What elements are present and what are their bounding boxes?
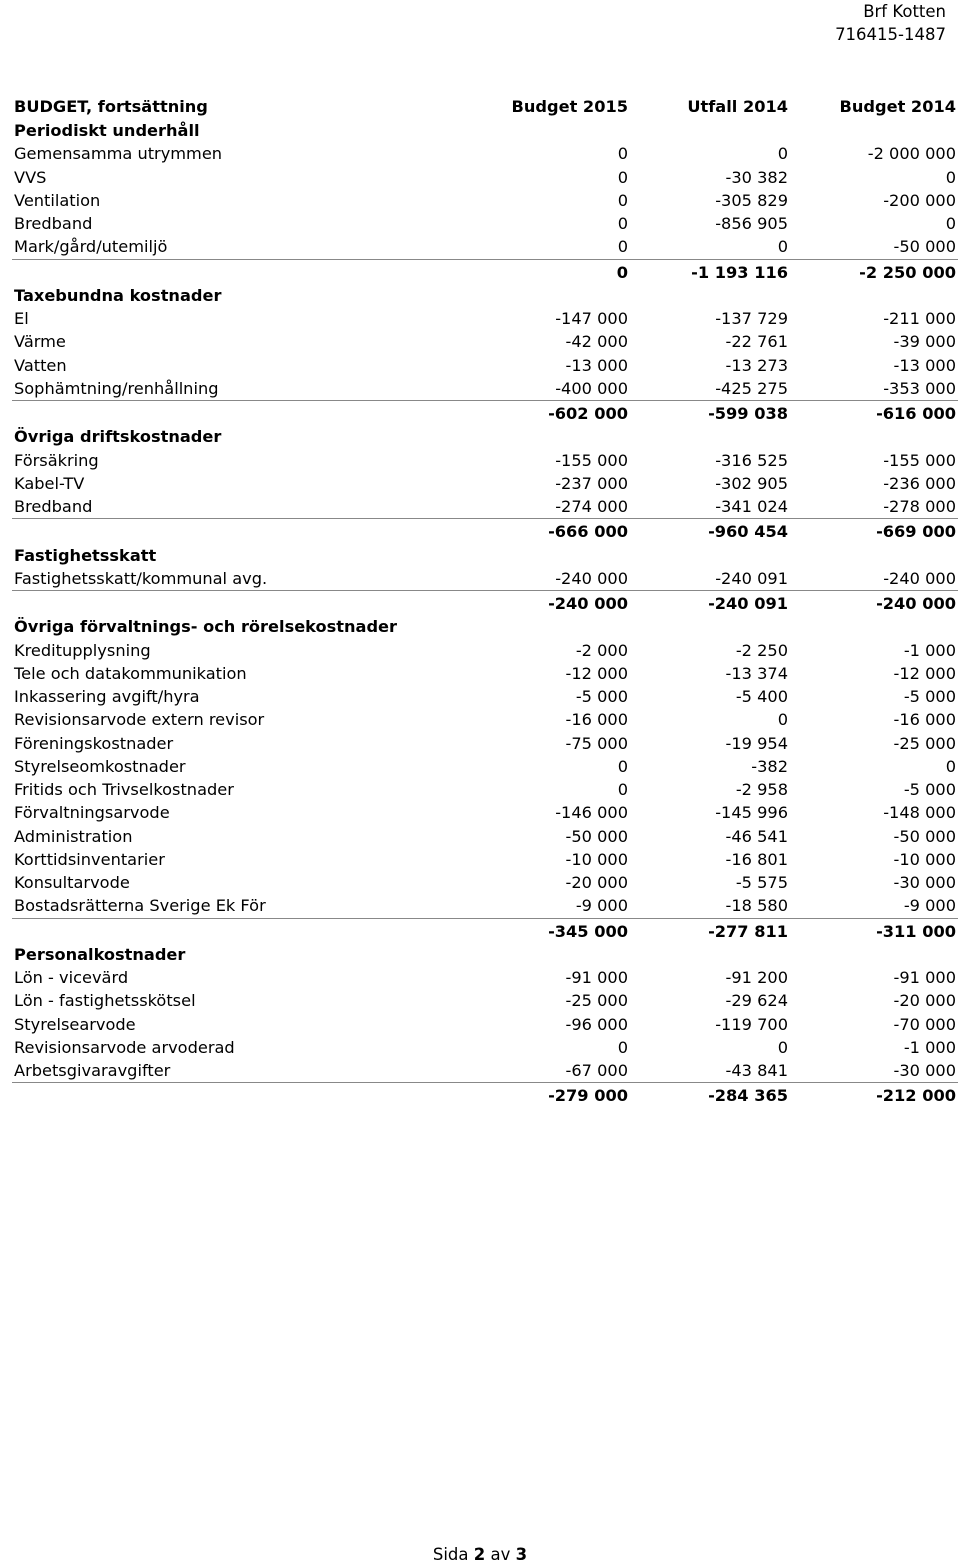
budget-2015-cell: 0 (617, 780, 628, 799)
table-title: BUDGET, fortsättning (14, 97, 208, 117)
budget-2014-cell: -1 000 (903, 1037, 956, 1057)
section-total-row (12, 1083, 958, 1108)
row-label: Bredband (14, 214, 93, 233)
budget-2015-cell: -147 000 (555, 309, 628, 328)
row-label: Sophämtning/renhållning (12, 377, 462, 401)
table-row (12, 142, 958, 165)
table-row (12, 848, 958, 871)
column-header-budget-2014: Budget 2014 (839, 97, 956, 117)
utfall-2014-cell: -29 624 (725, 991, 788, 1011)
budget-2014-cell: -278 000 (790, 495, 958, 519)
table-row (12, 639, 958, 662)
total-utfall-2014-cell: -1 193 116 (691, 262, 788, 282)
utfall-2014-cell: -22 761 (725, 332, 788, 352)
organization-name: Brf Kotten (863, 2, 946, 21)
table-header-row (12, 95, 958, 119)
page-number: 2 (473, 1545, 486, 1564)
table-row (12, 966, 958, 989)
row-label: Inkassering avgift/hyra (14, 687, 200, 706)
row-label: Ventilation (14, 190, 101, 210)
total-budget-2015-cell: -345 000 (548, 921, 628, 941)
utfall-2014-cell: -46 541 (725, 826, 788, 846)
budget-2015-cell: -5 000 (575, 687, 628, 706)
row-label: Kabel-TV (14, 473, 85, 493)
page-of-label: av (490, 1545, 511, 1564)
table-row (12, 825, 958, 848)
total-utfall-2014-cell: -960 454 (708, 522, 788, 542)
budget-2014-cell: -30 000 (790, 1059, 958, 1083)
table-row (12, 472, 958, 495)
row-label: Fritids och Trivselkostnader (14, 780, 234, 799)
total-label-spacer (12, 519, 462, 544)
row-label: Gemensamma utrymmen (14, 144, 223, 164)
row-label: El (14, 309, 29, 328)
row-label: Administration (14, 826, 133, 846)
total-budget-2014-cell: -669 000 (876, 522, 956, 542)
table-row (12, 449, 958, 472)
utfall-2014-cell: -425 275 (630, 377, 790, 401)
budget-2015-cell: 0 (617, 756, 628, 776)
budget-2015-cell: -146 000 (555, 803, 628, 823)
table-row (12, 307, 958, 330)
budget-2015-cell: -20 000 (565, 873, 628, 892)
row-label: Bredband (12, 495, 462, 519)
total-budget-2014-cell: -212 000 (876, 1086, 956, 1106)
section-header-row (12, 615, 958, 638)
budget-2014-cell: 0 (945, 756, 956, 776)
row-label: Lön - fastighetsskötsel (14, 991, 196, 1011)
budget-2014-cell: -148 000 (883, 803, 956, 823)
row-label: Fastighetsskatt/kommunal avg. (12, 567, 462, 591)
utfall-2014-cell: -5 400 (735, 687, 788, 706)
page-total: 3 (515, 1545, 528, 1564)
utfall-2014-cell: -2 250 (735, 640, 788, 660)
total-budget-2015-cell: -279 000 (548, 1086, 628, 1106)
budget-2015-cell: -2 000 (575, 640, 628, 660)
budget-2014-cell: -5 000 (903, 687, 956, 706)
row-label: Tele och datakommunikation (14, 663, 247, 683)
table-row (12, 377, 958, 401)
table-row (12, 330, 958, 353)
utfall-2014-cell: -341 024 (630, 495, 790, 519)
row-label: VVS (14, 167, 47, 187)
row-label: Mark/gård/utemiljö (12, 235, 462, 259)
table-row (12, 354, 958, 377)
budget-table-body (12, 95, 958, 1108)
row-label: Styrelsearvode (14, 1014, 136, 1034)
section-title: Övriga förvaltnings- och rörelsekostnader (14, 617, 397, 637)
utfall-2014-cell: -145 996 (715, 803, 788, 823)
budget-2015-cell: -13 000 (565, 355, 628, 375)
budget-2014-cell: -10 000 (893, 849, 956, 869)
budget-2014-cell: -39 000 (893, 332, 956, 352)
table-row (12, 755, 958, 778)
utfall-2014-cell: 0 (777, 710, 788, 730)
budget-2015-cell: -240 000 (462, 567, 630, 591)
total-utfall-2014-cell: -284 365 (708, 1086, 788, 1106)
budget-2014-cell: -9 000 (790, 894, 958, 918)
budget-2015-cell: 0 (617, 144, 628, 164)
utfall-2014-cell: -91 200 (725, 968, 788, 987)
budget-2015-cell: -91 000 (565, 968, 628, 987)
table-row (12, 662, 958, 685)
organization-number: 716415-1487 (835, 25, 946, 44)
utfall-2014-cell: -305 829 (715, 190, 788, 210)
table-row (12, 212, 958, 235)
page-footer (0, 1545, 960, 1564)
budget-2014-cell: -155 000 (883, 450, 956, 470)
budget-2015-cell: -67 000 (462, 1059, 630, 1083)
budget-2014-cell: -5 000 (903, 780, 956, 799)
utfall-2014-cell: 0 (777, 1037, 788, 1057)
budget-2014-cell: -2 000 000 (867, 144, 956, 164)
budget-2014-cell: -211 000 (883, 309, 956, 328)
utfall-2014-cell: -2 958 (735, 780, 788, 799)
total-utfall-2014-cell: -277 811 (708, 921, 788, 941)
total-budget-2014-cell: -240 000 (876, 594, 956, 613)
table-row (12, 495, 958, 519)
section-total-row (12, 259, 958, 284)
utfall-2014-cell: -16 801 (725, 849, 788, 869)
utfall-2014-cell: -119 700 (715, 1014, 788, 1034)
utfall-2014-cell: -43 841 (630, 1059, 790, 1083)
total-label-spacer (12, 918, 462, 943)
total-budget-2014-cell: -2 250 000 (859, 262, 956, 282)
total-budget-2015-cell: -666 000 (548, 522, 628, 542)
row-label: Lön - vicevärd (14, 968, 129, 987)
utfall-2014-cell: -240 091 (630, 567, 790, 591)
total-label-spacer (12, 1083, 462, 1108)
row-label: Bostadsrätterna Sverige Ek För (12, 894, 462, 918)
total-utfall-2014-cell: -599 038 (708, 404, 788, 423)
section-header-row (12, 943, 958, 966)
budget-2014-cell: -353 000 (790, 377, 958, 401)
row-label: Kreditupplysning (14, 640, 151, 660)
section-total-row (12, 519, 958, 544)
total-budget-2015-cell: 0 (616, 262, 628, 282)
total-budget-2015-cell: -602 000 (548, 404, 628, 423)
table-row (12, 1013, 958, 1036)
budget-2015-cell: -274 000 (462, 495, 630, 519)
budget-2014-cell: -50 000 (790, 235, 958, 259)
budget-table (12, 95, 958, 1108)
row-label: Konsultarvode (14, 873, 130, 892)
utfall-2014-cell: -302 905 (715, 473, 788, 493)
total-budget-2015-cell: -240 000 (548, 594, 628, 613)
budget-2014-cell: 0 (945, 214, 956, 233)
section-title: Personalkostnader (14, 944, 186, 964)
budget-2014-cell: -1 000 (903, 640, 956, 660)
budget-2014-cell: -200 000 (883, 190, 956, 210)
budget-2015-cell: 0 (462, 235, 630, 259)
section-title: Fastighetsskatt (14, 545, 157, 565)
total-budget-2014-cell: -616 000 (876, 404, 956, 423)
section-total-row (12, 918, 958, 943)
section-title: Övriga driftskostnader (14, 427, 222, 447)
utfall-2014-cell: -13 374 (725, 663, 788, 683)
budget-2014-cell: -91 000 (893, 968, 956, 987)
budget-2015-cell: 0 (617, 1037, 628, 1057)
utfall-2014-cell: 0 (630, 235, 790, 259)
utfall-2014-cell: -137 729 (715, 309, 788, 328)
total-label-spacer (12, 401, 462, 426)
table-row (12, 871, 958, 894)
budget-2015-cell: 0 (617, 167, 628, 187)
section-title: Taxebundna kostnader (14, 285, 222, 305)
budget-2015-cell: 0 (617, 190, 628, 210)
budget-2014-cell: -12 000 (893, 663, 956, 683)
budget-2015-cell: -400 000 (462, 377, 630, 401)
budget-2014-cell: -30 000 (893, 873, 956, 892)
table-row (12, 567, 958, 591)
utfall-2014-cell: -13 273 (725, 355, 788, 375)
budget-2015-cell: -50 000 (565, 826, 628, 846)
table-row (12, 189, 958, 212)
utfall-2014-cell: -18 580 (630, 894, 790, 918)
table-row (12, 1036, 958, 1059)
utfall-2014-cell: -5 575 (735, 873, 788, 892)
utfall-2014-cell: -19 954 (725, 733, 788, 753)
section-total-row (12, 591, 958, 616)
total-label-spacer (12, 259, 462, 284)
utfall-2014-cell: -856 905 (715, 214, 788, 233)
table-row (12, 894, 958, 918)
row-label: Förvaltningsarvode (14, 803, 170, 823)
page-label: Sida (432, 1545, 469, 1564)
budget-2015-cell: -75 000 (565, 733, 628, 753)
budget-2014-cell: -16 000 (893, 710, 956, 730)
budget-2015-cell: 0 (617, 214, 628, 233)
utfall-2014-cell: -316 525 (715, 450, 788, 470)
row-label: Styrelseomkostnader (14, 756, 186, 776)
table-row (12, 166, 958, 189)
total-utfall-2014-cell: -240 091 (708, 594, 788, 613)
row-label: Föreningskostnader (14, 733, 174, 753)
total-label-spacer (12, 591, 462, 616)
column-header-budget-2015: Budget 2015 (511, 97, 628, 117)
budget-2015-cell: -9 000 (462, 894, 630, 918)
row-label: Revisionsarvode extern revisor (14, 710, 265, 730)
table-row (12, 235, 958, 259)
utfall-2014-cell: -30 382 (725, 167, 788, 187)
section-header-row (12, 425, 958, 448)
budget-2014-cell: -236 000 (883, 473, 956, 493)
budget-2015-cell: -42 000 (565, 332, 628, 352)
table-row (12, 1059, 958, 1083)
table-row (12, 989, 958, 1012)
budget-2015-cell: -10 000 (565, 849, 628, 869)
section-total-row (12, 401, 958, 426)
budget-2014-cell: 0 (945, 167, 956, 187)
row-label: Korttidsinventarier (14, 849, 165, 869)
budget-2014-cell: -50 000 (893, 826, 956, 846)
row-label: Värme (14, 332, 66, 352)
total-budget-2014-cell: -311 000 (876, 921, 956, 941)
organization-header (835, 0, 946, 46)
section-title: Periodiskt underhåll (14, 121, 200, 140)
budget-2015-cell: -237 000 (555, 473, 628, 493)
budget-2015-cell: -12 000 (565, 663, 628, 683)
budget-2015-cell: -25 000 (565, 991, 628, 1011)
budget-2014-cell: -25 000 (893, 733, 956, 753)
section-header-row (12, 284, 958, 307)
budget-2014-cell: -13 000 (893, 355, 956, 375)
table-row (12, 801, 958, 824)
utfall-2014-cell: 0 (777, 144, 788, 164)
section-header-row (12, 119, 958, 142)
row-label: Revisionsarvode arvoderad (14, 1037, 235, 1057)
row-label: Försäkring (14, 450, 99, 470)
row-label: Arbetsgivaravgifter (12, 1059, 462, 1083)
table-row (12, 708, 958, 731)
column-header-utfall-2014: Utfall 2014 (687, 97, 788, 117)
budget-2015-cell: -16 000 (565, 710, 628, 730)
table-row (12, 778, 958, 801)
budget-2014-cell: -20 000 (893, 991, 956, 1011)
utfall-2014-cell: -382 (751, 756, 788, 776)
budget-2014-cell: -70 000 (893, 1014, 956, 1034)
table-row (12, 732, 958, 755)
section-header-row (12, 544, 958, 567)
budget-2015-cell: -96 000 (565, 1014, 628, 1034)
row-label: Vatten (14, 355, 67, 375)
budget-2015-cell: -155 000 (555, 450, 628, 470)
budget-2014-cell: -240 000 (790, 567, 958, 591)
table-row (12, 685, 958, 708)
